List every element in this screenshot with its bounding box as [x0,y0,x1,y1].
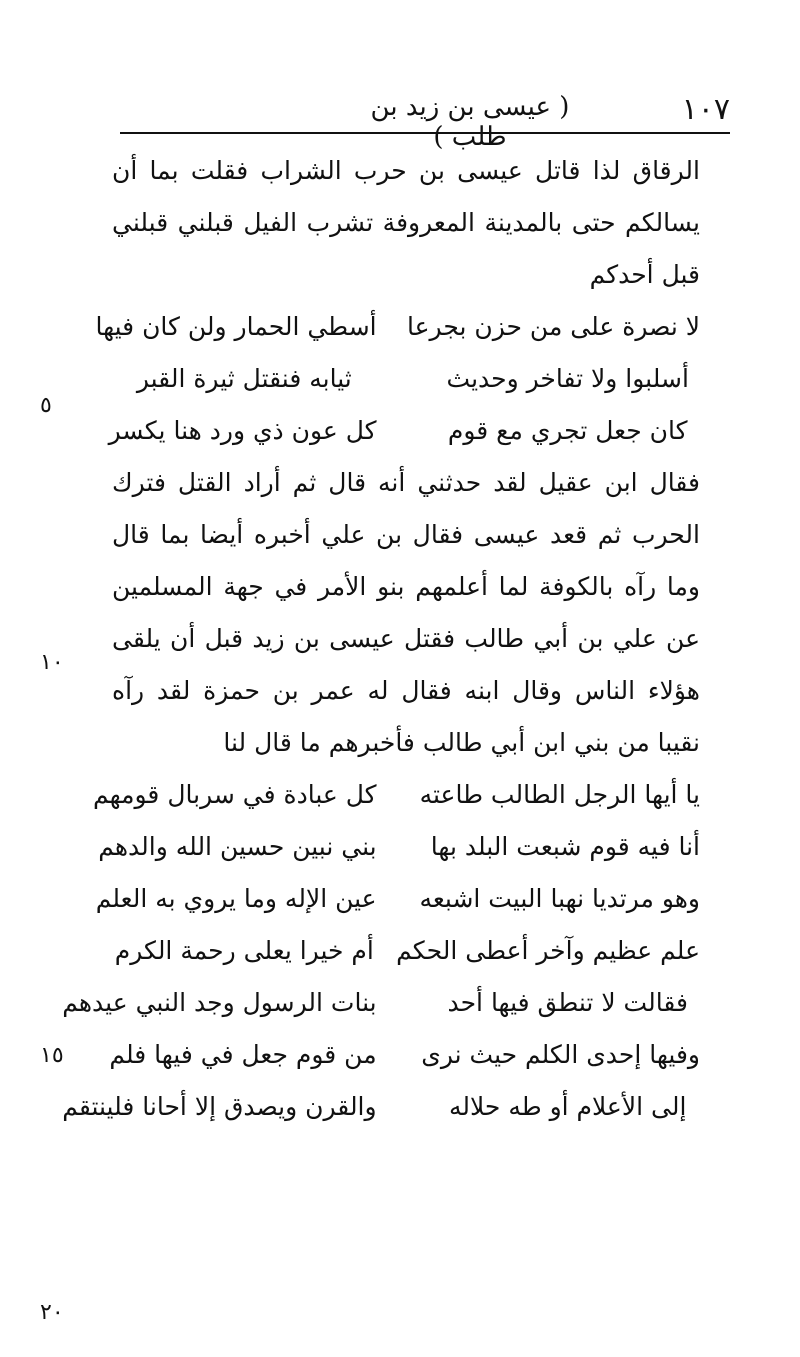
verse-first-hemistich: إلى الأعلام أو طه حلاله [448,1092,687,1121]
verse-second-hemistich: أم خيرا يعلى رحمة الكرم [114,936,374,965]
page-body [62,145,700,1133]
verse-line [62,977,700,1029]
verse-line [95,301,700,353]
verse-first-hemistich: علم عظيم وآخر أعطى الحكم [396,936,700,965]
line-number: ١٥ [40,1043,64,1068]
verse-second-hemistich: عين الإله وما يروي به العلم [95,884,377,913]
verse-second-hemistich: من قوم جعل في فيها فلم [109,1040,377,1069]
verse-second-hemistich: بنات الرسول وجد النبي عيدهم [62,988,377,1017]
page-number: ١٠٧ [681,92,730,127]
verse-block [95,301,700,457]
verse-first-hemistich: وهو مرتديا نهبا البيت اشبعه [419,884,700,913]
verse-line [92,769,700,821]
prose-paragraph: فقال ابن عقيل لقد حدثني أنه قال ثم أراد القتل فترك الحرب ثم قعد عيسى فقال بن علي أخبره أيضا بما قال وما رآه بالكوفة لما أعلمهم بنو الأمر في جهة المسلمين عن علي بن أبي طالب فقتل عيسى بن زيد قبل أن يلقى هؤلاء الناس وقال ابنه فقال له عمر بن حمزة لقد رآه نقيبا من بني ابن أبي طالب فأخبرهم ما قال لنا [112,468,700,757]
line-number: ٥ [40,393,52,418]
verse-second-hemistich: ثيابه فنقتل ثيرة القبر [136,364,352,393]
verse-line [95,873,700,925]
prose-paragraph: الرقاق لذا قاتل عيسى بن حرب الشراب فقلت بما أن يسالكم حتى بالمدينة المعروفة تشرب الفيل قبلني قبلني قبل أحدكم [112,156,700,289]
verse-second-hemistich: أسطي الحمار ولن كان فيها [95,312,377,341]
line-number: ٢٠ [40,1300,64,1325]
verse-first-hemistich: وفيها إحدى الكلم حيث نرى [421,1040,700,1069]
verse-line [108,405,700,457]
verse-line [109,1029,700,1081]
verse-line [98,821,700,873]
page-header [120,86,730,152]
verse-second-hemistich: والقرن ويصدق إلا أحانا فلينتقم [62,1092,377,1121]
verse-first-hemistich: يا أيها الرجل الطالب طاعته [419,780,700,809]
verse-first-hemistich: أنا فيه قوم شبعت البلد بها [430,832,700,861]
running-title: ( عيسى بن زيد بن طلب ) [370,92,570,152]
verse-second-hemistich: كل عبادة في سربال قومهم [92,780,377,809]
verse-first-hemistich: لا نصرة على من حزن بجرعا [406,312,700,341]
verse-block [62,769,700,1133]
verse-first-hemistich: أسلبوا ولا تفاخر وحديث [446,364,689,393]
verse-line [62,1081,700,1133]
verse-first-hemistich: فقالت لا تنطق فيها أحد [447,988,688,1017]
verse-line [112,925,700,977]
line-number: ١٠ [40,650,64,675]
verse-first-hemistich: كان جعل تجري مع قوم [447,416,688,445]
verse-second-hemistich: كل عون ذي ورد هنا يكسر [108,416,377,445]
verse-line [112,353,700,405]
verse-second-hemistich: بني نبين حسين الله والدهم [98,832,377,861]
